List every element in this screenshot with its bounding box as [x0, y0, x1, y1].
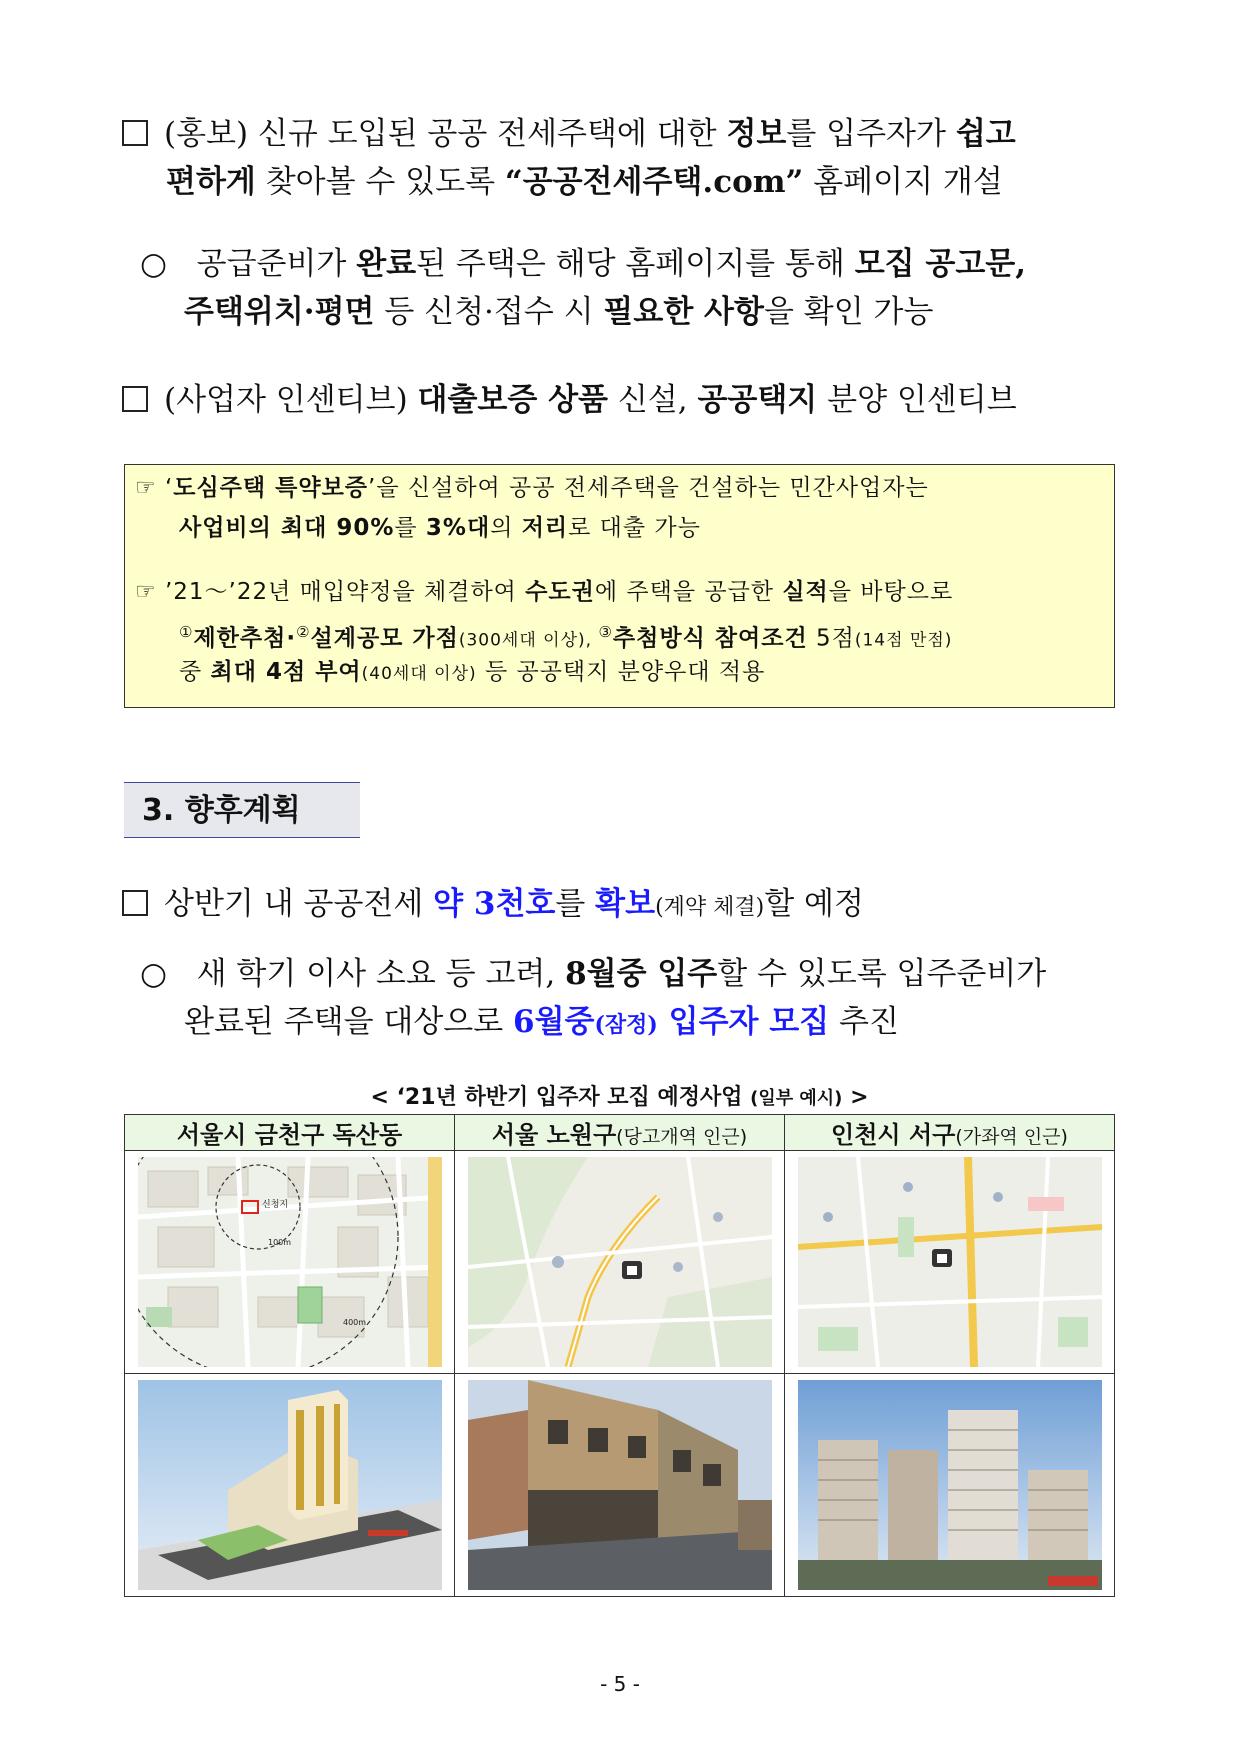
text-bold: 도심주택 특약보증 — [173, 475, 369, 501]
text-highlight: 입주자 모집 — [657, 1004, 830, 1040]
note-box — [124, 464, 1115, 708]
section-heading: 3. 향후계획 — [124, 782, 360, 838]
map-cell-2 — [455, 1151, 785, 1374]
text: 추진 — [829, 1004, 899, 1040]
superscript: ① — [179, 623, 194, 641]
text-bold: 쉽고 — [955, 116, 1016, 152]
text: 중 — [179, 659, 211, 685]
pointing-hand-icon: ☞ — [135, 475, 157, 501]
text: 등 공공택지 분양우대 적용 — [476, 659, 766, 685]
bullet-2 — [122, 380, 1017, 420]
text: 에 주택을 공급한 — [594, 579, 783, 605]
text-bold: 최대 4점 부여 — [210, 659, 362, 685]
text-bold: 모집 공고문, — [854, 246, 1027, 282]
text-small: (40세대 이상) — [361, 664, 477, 684]
text: 찾아볼 수 있도록 — [255, 164, 505, 200]
map-image-2 — [468, 1157, 772, 1367]
photo-cell-1 — [125, 1374, 455, 1597]
sub-2-line-2 — [184, 1002, 899, 1045]
text: ’21～’22년 매입약정을 체결하여 — [164, 579, 526, 605]
text-bold: 제한추첨· — [193, 625, 297, 652]
column-header-1 — [125, 1115, 455, 1151]
text-bold: 수도권 — [525, 579, 595, 605]
circle-bullet-icon: ○ — [140, 956, 168, 992]
text-small: (14점 만점) — [854, 630, 953, 651]
superscript: ② — [296, 623, 311, 641]
circle-bullet-icon: ○ — [140, 246, 168, 282]
building-rendering-3 — [798, 1380, 1102, 1590]
building-photo-2 — [468, 1380, 772, 1590]
text: 새 학기 이사 소요 등 고려, — [196, 956, 566, 992]
sub-2-line-1 — [140, 954, 1046, 994]
photo-cell-2 — [455, 1374, 785, 1597]
text-bold: 공공택지 — [697, 382, 818, 418]
sub-1-line-1 — [140, 244, 1026, 284]
text: 의 — [490, 515, 522, 541]
text-bold: 편하게 — [166, 164, 256, 200]
text-bold: 주택위치·평면 — [184, 294, 375, 330]
text: ‘ — [164, 475, 174, 501]
text: 할 예정 — [764, 886, 864, 922]
column-header-2 — [455, 1115, 785, 1151]
text: 5점 — [807, 625, 855, 652]
text-bold: 저리 — [521, 515, 569, 541]
checkbox-square-icon — [122, 386, 148, 412]
text-highlight: 확보 — [595, 886, 656, 922]
text: 를 — [555, 886, 596, 922]
map-image-1 — [138, 1157, 442, 1367]
website-name: “공공전세주택.com” — [504, 164, 804, 200]
text-bold: 완료 — [356, 246, 417, 282]
column-header-3 — [785, 1115, 1115, 1151]
header-text: 서울시 금천구 독산동 — [176, 1121, 403, 1149]
text-highlight: 6월중 — [513, 1004, 595, 1040]
text: 공급준비가 — [196, 246, 357, 282]
caption-small: (일부 예시) — [750, 1088, 843, 1109]
map-cell-3 — [785, 1151, 1115, 1374]
checkbox-square-icon — [122, 120, 148, 146]
caption-end: > — [842, 1085, 869, 1110]
text-bold: 실적 — [782, 579, 829, 605]
sub-1-line-2 — [184, 292, 933, 332]
superscript: ③ — [598, 623, 613, 641]
note-row-2 — [179, 513, 701, 543]
map-cell-1 — [125, 1151, 455, 1374]
building-rendering-1 — [138, 1380, 442, 1590]
map-label: 100m — [267, 1238, 291, 1247]
note-row-5 — [179, 657, 765, 689]
text: (홍보) 신규 도입된 공공 전세주택에 대한 — [164, 116, 727, 152]
note-row-3 — [135, 577, 953, 607]
bullet-3 — [122, 884, 864, 928]
text-bold: 정보 — [726, 116, 787, 152]
bullet-1-line-2 — [166, 162, 1003, 202]
map-image-3 — [798, 1157, 1102, 1367]
text-bold: 8월중 입주 — [565, 956, 718, 992]
text: 을 바탕으로 — [828, 579, 954, 605]
bullet-1-line-1 — [122, 114, 1016, 154]
text: 된 주택은 해당 홈페이지를 통해 — [416, 246, 855, 282]
photo-cell-3 — [785, 1374, 1115, 1597]
header-subtext: (당고개역 인근) — [616, 1126, 748, 1148]
note-row-4 — [179, 617, 952, 656]
map-label: 신청지 — [261, 1200, 288, 1210]
text-small: (계약 체결) — [655, 895, 765, 920]
text-small: (300세대 이상), — [458, 630, 599, 651]
header-subtext: (가좌역 인근) — [955, 1126, 1068, 1148]
text-bold: 3%대 — [425, 515, 491, 541]
text: 할 수 있도록 입주준비가 — [717, 956, 1047, 992]
note-row-1 — [135, 473, 929, 503]
text: 완료된 주택을 대상으로 — [184, 1004, 514, 1040]
header-text: 서울 노원구 — [491, 1121, 617, 1149]
text-bold: 대출보증 상품 — [417, 382, 608, 418]
text: 로 대출 가능 — [568, 515, 701, 541]
text: 등 신청·접수 시 — [374, 294, 604, 330]
checkbox-square-icon — [122, 890, 148, 916]
text: 을 확인 가능 — [763, 294, 934, 330]
text: 홈페이지 개설 — [803, 164, 1003, 200]
text-highlight: 약 3천호 — [433, 886, 556, 922]
text: (사업자 인센티브) — [164, 382, 418, 418]
pointing-hand-icon: ☞ — [135, 579, 157, 605]
text: ’을 신설하여 공공 전세주택을 건설하는 민간사업자는 — [368, 475, 929, 501]
text-bold: 설계공모 가점 — [310, 625, 459, 652]
text: 를 — [394, 515, 426, 541]
caption-text: < ‘21년 하반기 입주자 모집 예정사업 — [370, 1085, 751, 1110]
project-table — [124, 1114, 1115, 1597]
text: 를 입주자가 — [786, 116, 956, 152]
page-number: - 5 - — [600, 1672, 640, 1696]
text-bold: 추첨방식 참여조건 — [612, 625, 808, 652]
text: 상반기 내 공공전세 — [164, 886, 434, 922]
header-text: 인천시 서구 — [831, 1121, 956, 1149]
map-label: 400m — [342, 1318, 366, 1327]
text: 분양 인센티브 — [817, 382, 1017, 418]
text-bold: 사업비의 최대 90% — [179, 515, 395, 541]
table-caption — [124, 1080, 1115, 1111]
text-highlight-small: (잠정) — [594, 1012, 658, 1038]
text: 신설, — [608, 382, 698, 418]
text-bold: 필요한 사항 — [603, 294, 764, 330]
